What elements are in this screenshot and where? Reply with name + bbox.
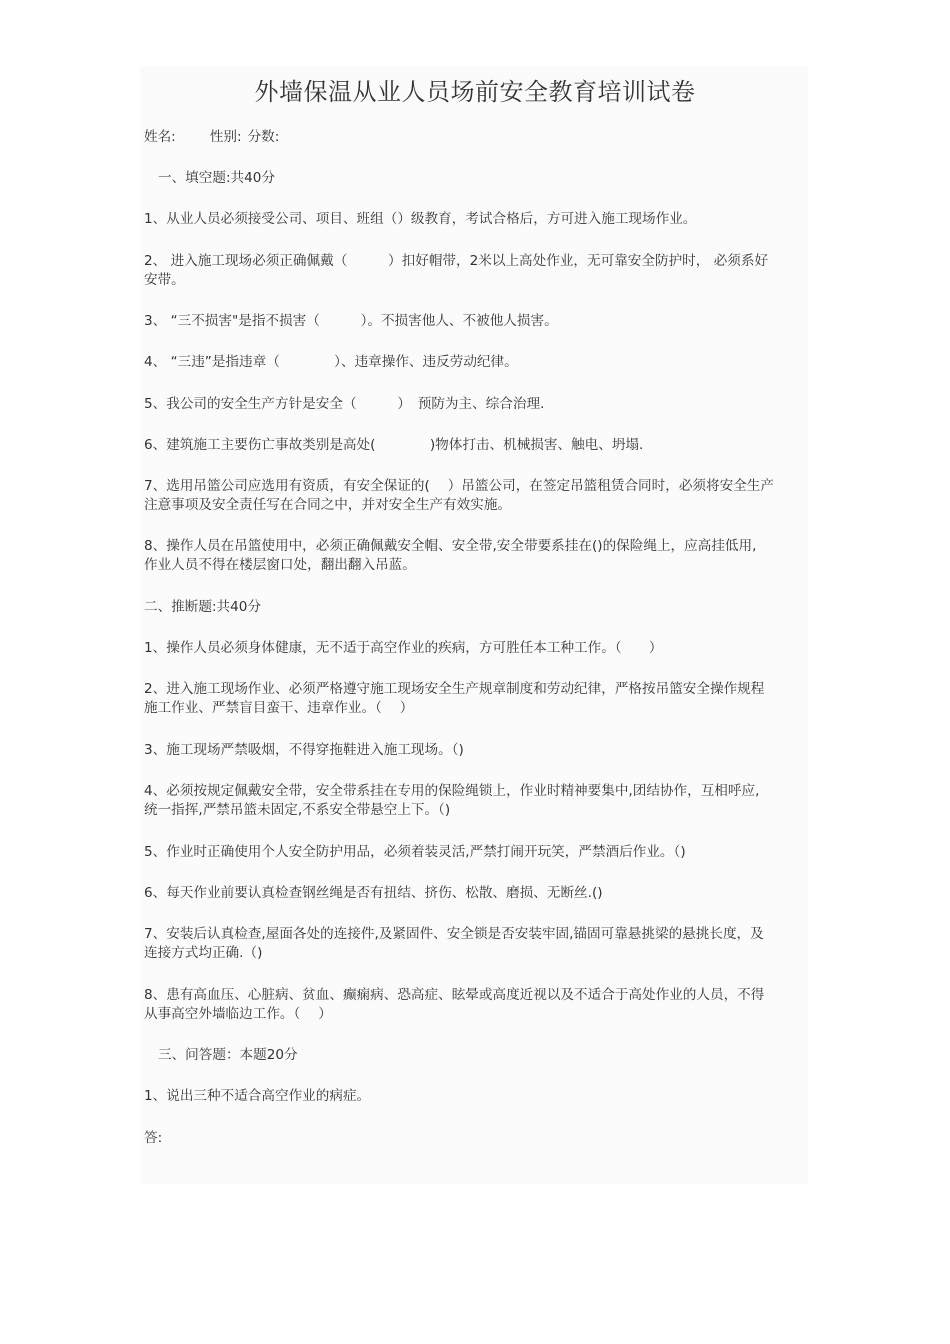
score-label: 分数:: [247, 129, 280, 145]
section1-heading: 一、填空题:共40分: [158, 170, 276, 186]
judge-question-3: 3、施工现场严禁吸烟，不得穿拖鞋进入施工现场。（): [144, 742, 464, 758]
judge-question-7: 7、安装后认真检查,屋面各处的连接件,及紧固件、安全锁是否安装牢固,锚固可靠悬挑梁的悬挑长度，及 连接方式均正确.（): [144, 926, 764, 961]
fill-question-5: 5、我公司的安全生产方针是安全（ ） 预防为主、综合治理.: [144, 396, 545, 412]
student-info-row: [144, 128, 808, 147]
fill-question-3: 3、 “三不损害"是指不损害（ ）。不损害他人、不被他人损害。: [144, 313, 558, 329]
fill-question-4: 4、 “三违”是指违章（ ）、违章操作、违反劳动纪律。: [144, 354, 518, 370]
section2-heading: 二、推断题:共40分: [144, 599, 262, 615]
fill-question-2: 2、 进入施工现场必须正确佩戴（ ）扣好帽带，2米以上高处作业，无可靠安全防护时， 必须系好 安带。: [144, 253, 769, 288]
judge-question-6: 6、每天作业前要认真检查钢丝绳是否有扭结、挤伤、松散、磨损、无断丝.(): [144, 885, 603, 901]
judge-question-4: 4、必须按规定佩戴安全带，安全带系挂在专用的保险绳锁上，作业时精神要集中,团结协作，互相呼应, 统一指挥,严禁吊篮未固定,不系安全带悬空上下。（): [144, 783, 760, 818]
judge-question-5: 5、作业时正确使用个人安全防护用品，必须着装灵活,严禁打闹开玩笑，严禁酒后作业。（): [144, 844, 686, 860]
fill-question-1: 1、从业人员必须接受公司、项目、班组（）级教育，考试合格后，方可进入施工现场作业。: [144, 211, 697, 227]
judge-question-1: 1、操作人员必须身体健康，无不适于高空作业的疾病，方可胜任本工种工作。（ ）: [144, 640, 663, 656]
section3-heading: 三、问答题：本题20分: [158, 1047, 298, 1063]
essay-question-1: 1、说出三种不适合高空作业的病症。: [144, 1088, 371, 1104]
fill-question-7: 7、选用吊篮公司应选用有资质，有安全保证的( ）吊篮公司，在签定吊篮租赁合同时，必须将安全生产 注意事项及安全责任写在合同之中，并对安全生产有效实施。: [144, 478, 774, 513]
name-label: 姓名:: [144, 129, 176, 145]
judge-question-8: 8、患有高血压、心脏病、贫血、癫痫病、恐高症、眩晕或高度近视以及不适合于高处作业的人员，不得 从事高空外墙临边工作。（ ）: [144, 987, 765, 1022]
exam-title: 外墙保温从业人员场前安全教育培训试卷: [254, 78, 696, 106]
judge-question-2: 2、进入施工现场作业、必须严格遵守施工现场安全生产规章制度和劳动纪律，严格按吊篮安全操作规程 施工作业、严禁盲目蛮干、违章作业。（ ）: [144, 681, 765, 716]
fill-question-6: 6、建筑施工主要伤亡事故类别是高处( )物体打击、机械损害、触电、坍塌.: [144, 437, 644, 453]
fill-question-8: 8、操作人员在吊篮使用中，必须正确佩戴安全帽、安全带,安全带要系挂在()的保险绳上，应高挂低用, 作业人员不得在楼层窗口处，翻出翻入吊蓝。: [144, 538, 757, 573]
answer-label: 答:: [144, 1130, 163, 1146]
gender-label: 性别:: [209, 129, 242, 145]
